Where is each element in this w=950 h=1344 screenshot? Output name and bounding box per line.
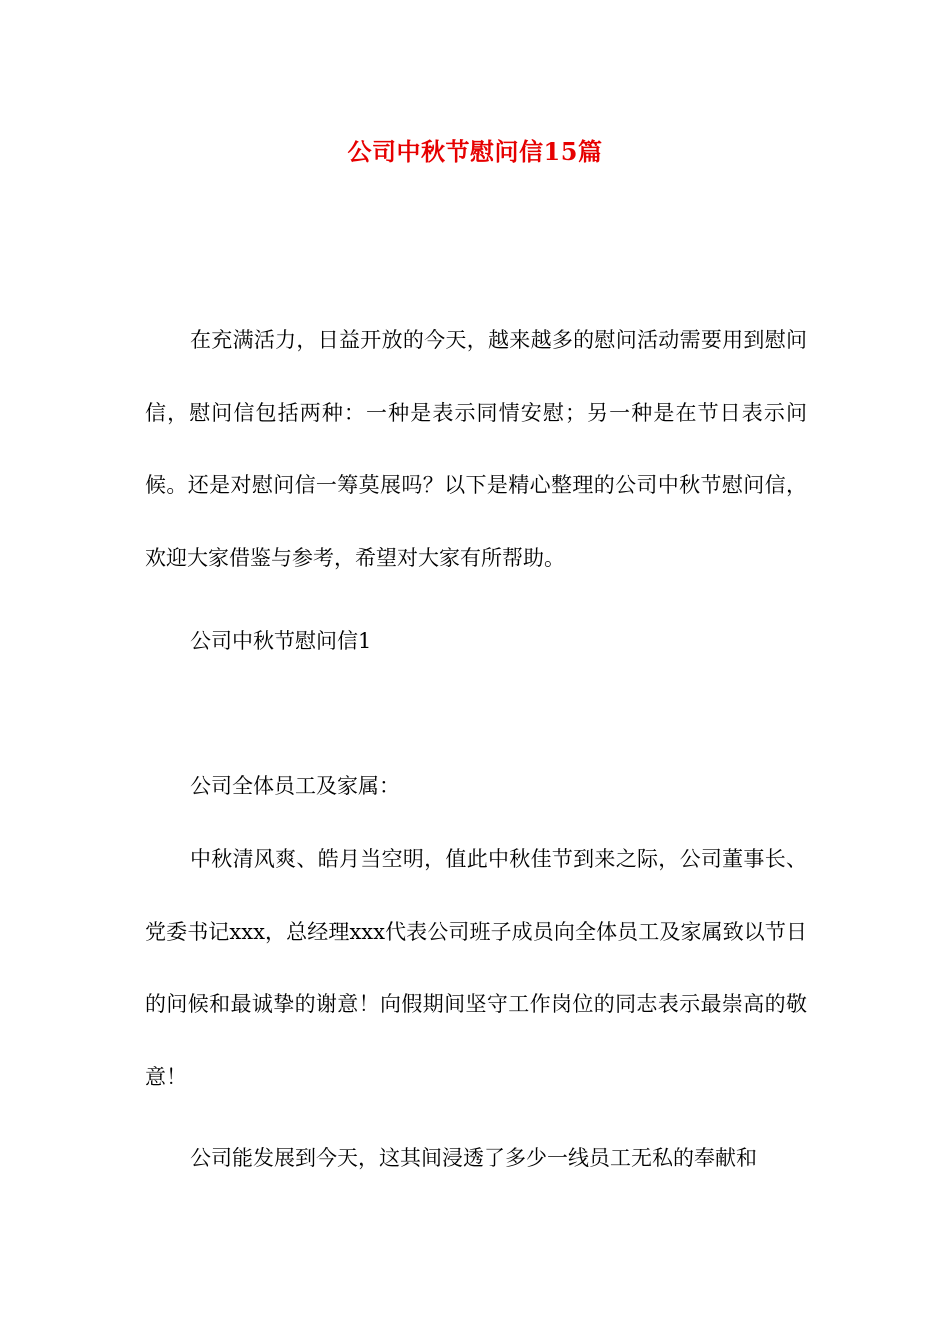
letter-paragraph-continued: 公司能发展到今天，这其间浸透了多少一线员工无私的奉献和 — [190, 1146, 757, 1170]
letter-paragraph: 中秋清风爽、皓月当空明，值此中秋佳节到来之际，公司董事长、党委书记xxx，总经理xxx代表公司班子成员向全体员工及家属致以节日的问候和最诚挚的谢意！向假期间坚守工作岗位的同志表示最崇高的敬意！ — [145, 847, 807, 1089]
salutation: 公司全体员工及家属： — [190, 774, 400, 798]
section-heading: 公司中秋节慰问信1 — [190, 629, 372, 653]
intro-paragraph: 在充满活力，日益开放的今天，越来越多的慰问活动需要用到慰问信，慰问信包括两种：一种是表示同情安慰；另一种是在节日表示问候。还是对慰问信一筹莫展吗？以下是精心整理的公司中秋节慰问信，欢迎大家借鉴与参考，希望对大家有所帮助。 — [145, 328, 807, 570]
document-title: 公司中秋节慰问信15篇 — [347, 137, 603, 166]
